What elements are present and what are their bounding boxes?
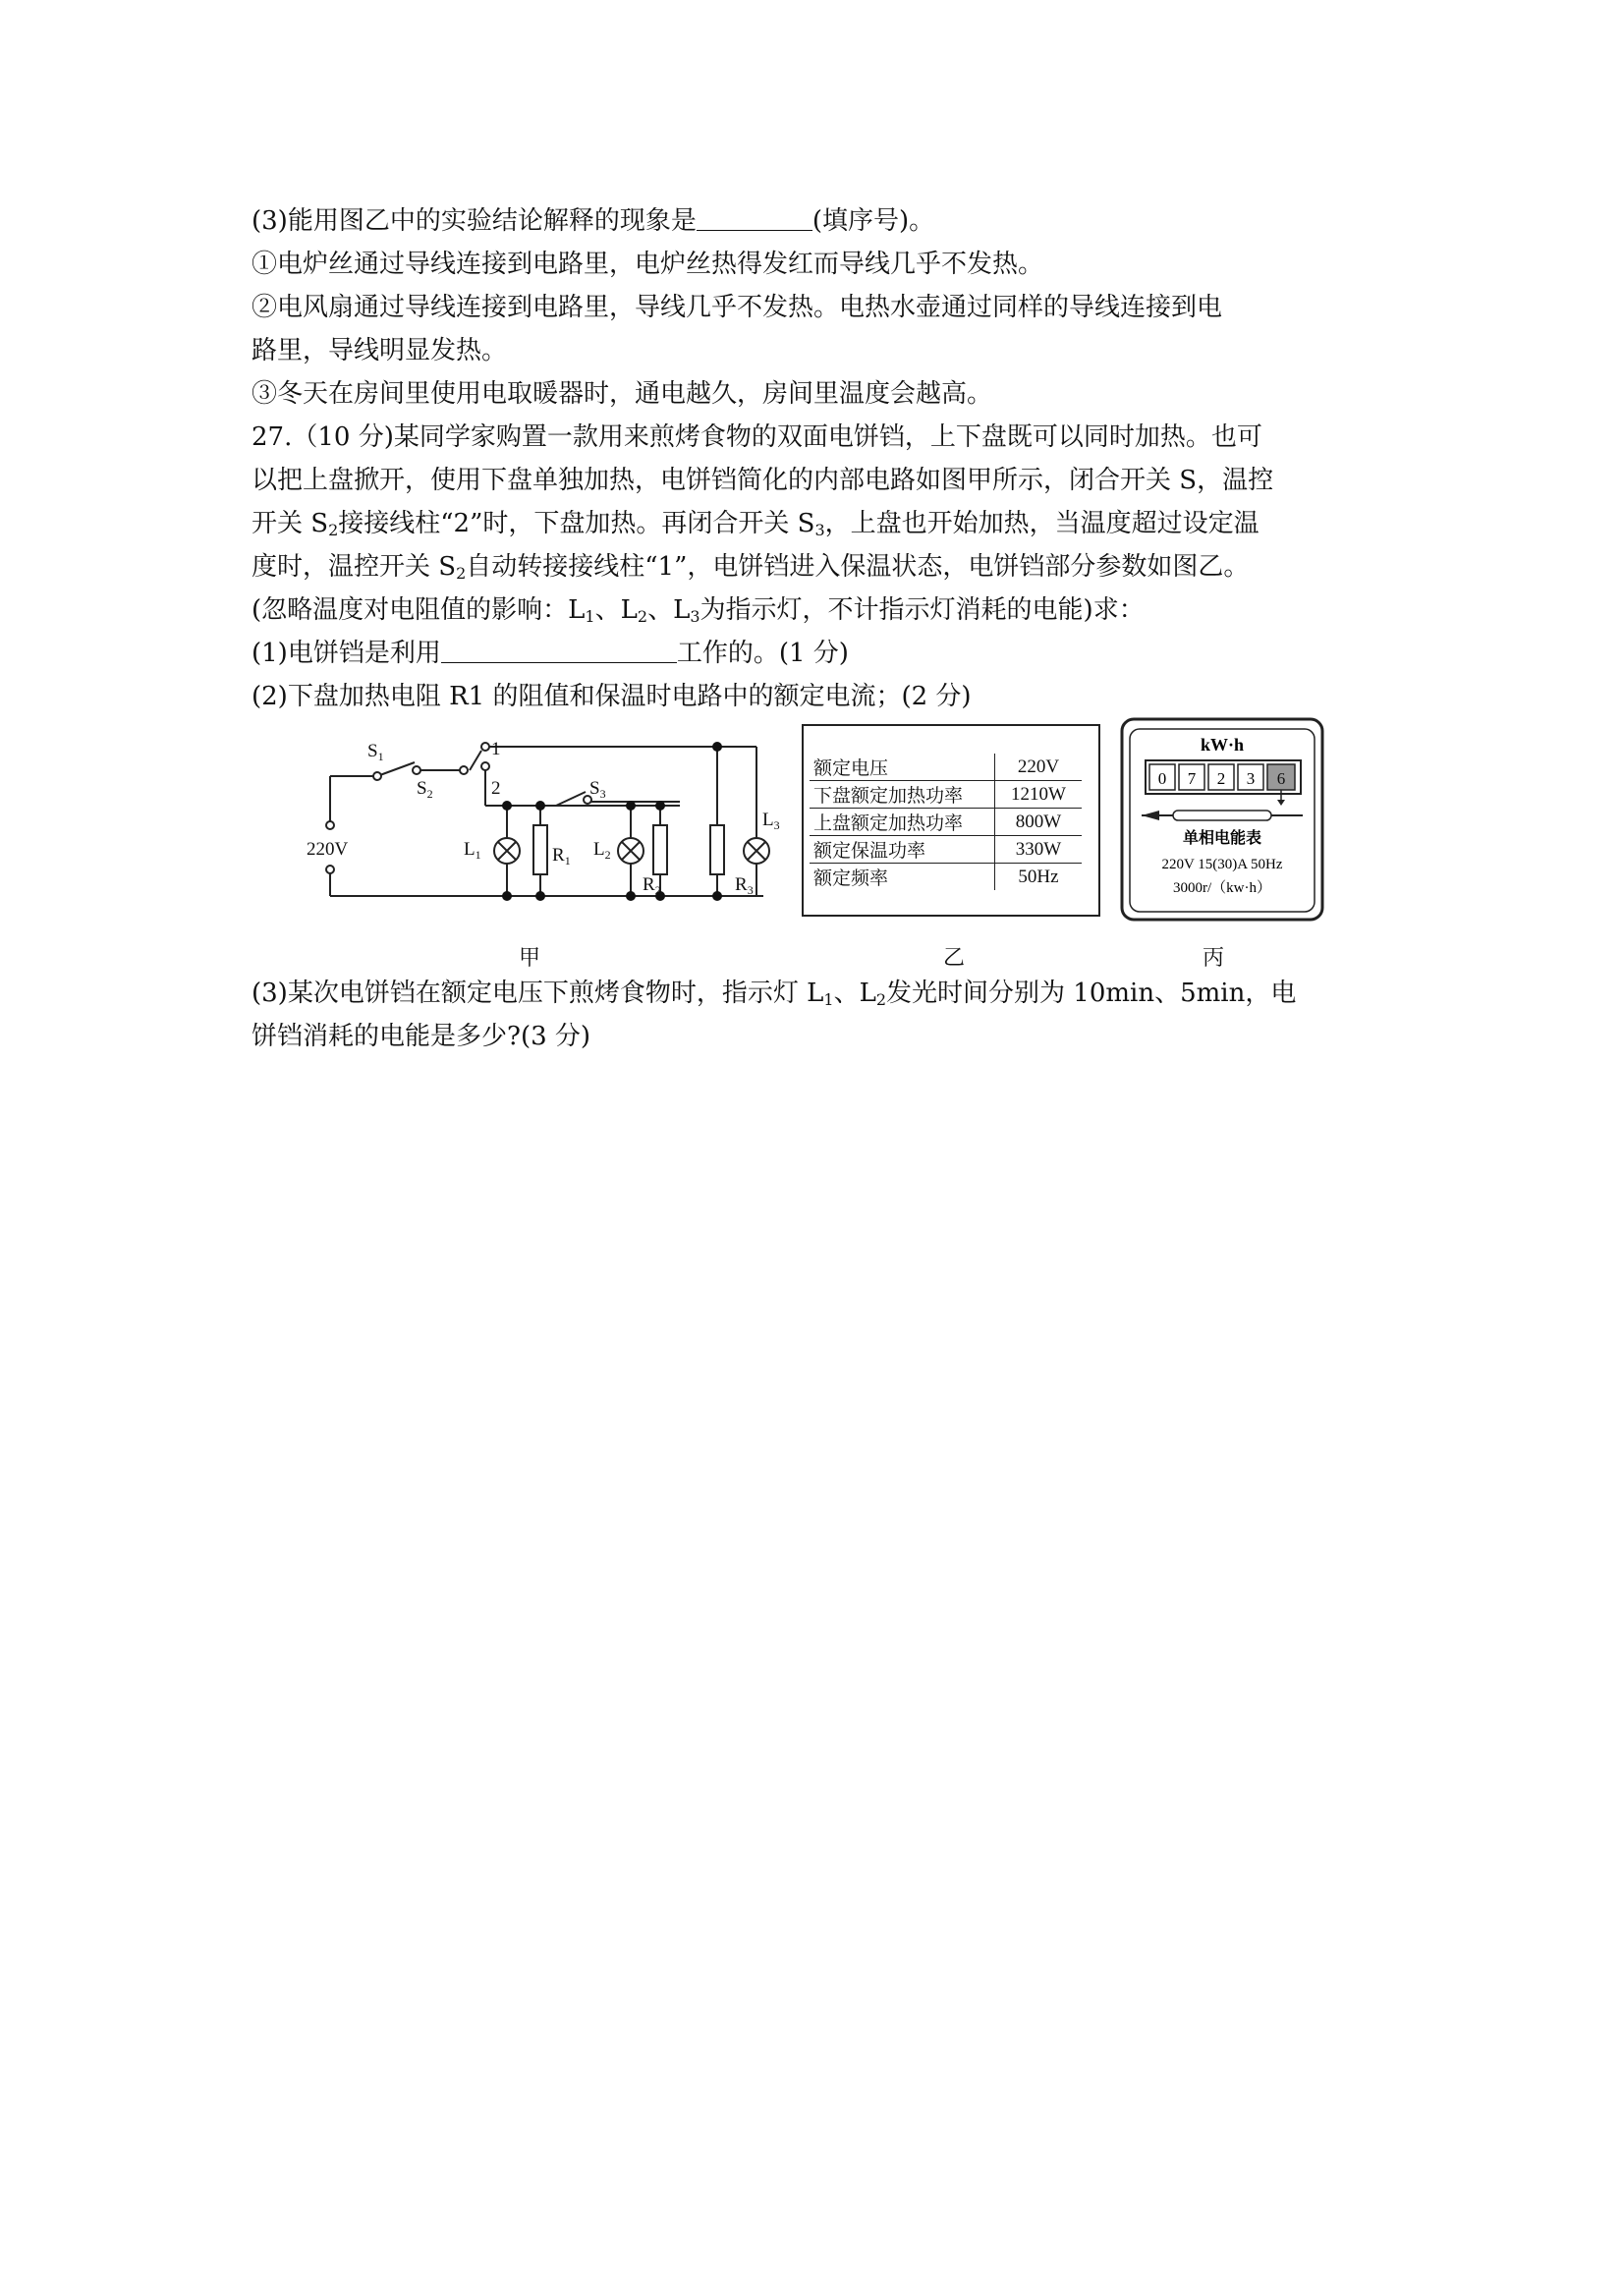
answer-blank <box>697 204 812 231</box>
q27-line-3: 开关 $S_2$接接线柱“2”时，下盘加热。再闭合开关 $S_3$，上盘也开始加热，当温度超过设定温 <box>252 509 1259 539</box>
meter-digit: 3 <box>1246 769 1256 788</box>
q26-option-1: ①电炉丝通过导线连接到电路里，电炉丝热得发红而导线几乎不发热。 <box>252 250 1044 279</box>
l2-label: $L_2$ <box>593 839 611 862</box>
terminal-2-label: 2 <box>491 778 501 799</box>
switch-s2 <box>470 751 481 770</box>
meter-unit: kW·h <box>1200 735 1245 755</box>
q26-option-3: ③冬天在房间里使用电取暖器时，通电越久，房间里温度会越高。 <box>252 379 993 409</box>
q27-part1: (1)电饼铛是利用 工作的。(1 分) <box>252 639 849 668</box>
q27-line-2: 以把上盘掀开，使用下盘单独加热，电饼铛简化的内部电路如图甲所示，闭合开关 S，温控 <box>252 466 1274 495</box>
terminal-top <box>326 821 334 829</box>
meter-digit: 7 <box>1187 769 1197 788</box>
q27-line-4: 度时，温控开关 $S_2$自动转接接线柱“1”，电饼铛进入保温状态，电饼铛部分参数如图乙。 <box>252 552 1250 583</box>
meter-disc <box>1173 811 1271 820</box>
q27-line-1: 27.（10 分)某同学家购置一款用来煎烤食物的双面电饼铛，上下盘既可以同时加热。也可 <box>252 422 1262 452</box>
q27-part2: (2)下盘加热电阻 R1 的阻值和保温时电路中的额定电流；(2 分) <box>252 682 972 711</box>
r3-label: $R_3$ <box>735 874 754 897</box>
l3-label: $L_3$ <box>762 810 780 832</box>
table-row: 额定保温功率 330W <box>810 836 1082 864</box>
l1-label: $L_1$ <box>464 839 481 862</box>
meter-spec: 220V 15(30)A 50Hz <box>1161 857 1283 872</box>
switch-s1 <box>377 762 415 776</box>
q26-option-2: ②电风扇通过导线连接到电路里，导线几乎不发热。电热水壶通过同样的导线连接到电 <box>252 293 1223 322</box>
q26-part3: (3)能用图乙中的实验结论解释的现象是 (填序号)。 <box>252 206 935 236</box>
terminal-bottom <box>326 866 334 873</box>
resistor-r1 <box>533 825 547 874</box>
switch-s3 <box>556 792 586 806</box>
meter-constant: 3000r/（kw·h） <box>1173 880 1271 896</box>
r1-label: $R_1$ <box>552 845 571 868</box>
terminal-1-label: 1 <box>491 739 501 759</box>
q27-part3: (3)某次电饼铛在额定电压下煎烤食物时，指示灯 $L_1$、$L_2$发光时间分别为 10min、5min，电 饼铛消耗的电能是多少?(3 分) <box>252 979 1297 1051</box>
meter-digit: 0 <box>1157 769 1167 788</box>
caption-yi: 乙 <box>943 946 966 971</box>
resistor-r2 <box>653 825 667 874</box>
caption-jia: 甲 <box>519 946 541 971</box>
circuit-diagram <box>295 727 806 924</box>
resistor-r3 <box>710 825 724 874</box>
q26-option-2-cont: 路里，导线明显发热。 <box>252 336 508 365</box>
table-row: 额定频率 50Hz <box>810 864 1082 891</box>
table-row: 额定电压 220V <box>810 754 1082 781</box>
meter-digit: 6 <box>1276 769 1286 788</box>
q27-line-5: (忽略温度对电阻值的影响：$L_1$、$L_2$、$L_3$为指示灯，不计指示灯消耗的电能)求： <box>252 595 1145 626</box>
s3-label: $S_3$ <box>589 778 606 801</box>
table-row: 上盘额定加热功率 800W <box>810 809 1082 836</box>
caption-bing: 丙 <box>1203 946 1225 971</box>
voltage-label: 220V <box>307 839 349 860</box>
s2-label: $S_2$ <box>417 778 433 801</box>
table-row: 下盘额定加热功率 1210W <box>810 781 1082 809</box>
parameter-table <box>802 724 1100 917</box>
electricity-meter <box>1120 717 1326 924</box>
meter-digit: 2 <box>1216 769 1226 788</box>
s1-label: $S_1$ <box>367 741 384 763</box>
answer-blank <box>441 637 677 663</box>
r2-label: $R_2$ <box>643 874 661 897</box>
question-text <box>252 199 1391 718</box>
meter-name: 单相电能表 <box>1182 830 1262 847</box>
